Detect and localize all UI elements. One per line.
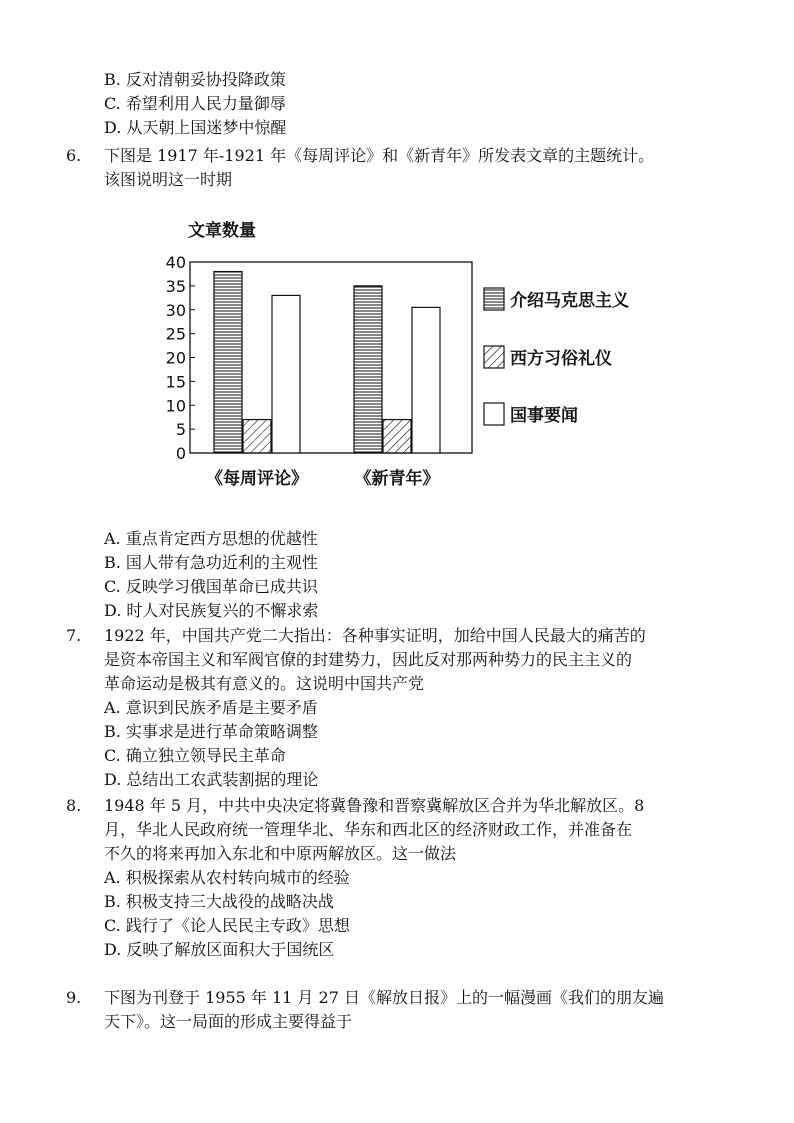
- q9-number: 9.: [66, 988, 82, 1007]
- q7-stem-line: 是资本帝国主义和军阀官僚的封建势力，因此反对那两种势力的民主主义的: [104, 650, 633, 669]
- q8-stem-line: 不久的将来再加入东北和中原两解放区。这一做法: [104, 844, 457, 863]
- y-tick-label: 15: [165, 372, 186, 392]
- q7-option-b: B. 实事求是进行革命策略调整: [104, 722, 318, 741]
- y-tick-label: 5: [175, 420, 186, 440]
- legend-label: 西方习俗礼仪: [510, 349, 612, 369]
- legend-label: 介绍马克思主义: [510, 291, 629, 311]
- q5-option-b: B. 反对清朝妥协投降政策: [104, 70, 286, 89]
- y-tick-label: 25: [165, 324, 186, 344]
- q8-option-b: B. 积极支持三大战役的战略决战: [104, 892, 334, 911]
- q8-stem-line: 1948 年 5 月，中共中央决定将冀鲁豫和晋察冀解放区合并为华北解放区。8: [104, 796, 645, 815]
- bar: [243, 420, 271, 453]
- q5-option-c: C. 希望利用人民力量御辱: [104, 94, 286, 113]
- y-tick-label: 10: [165, 396, 186, 416]
- q7-number: 7.: [66, 626, 82, 645]
- q9-stem-line: 下图为刊登于 1955 年 11 月 27 日《解放日报》上的一幅漫画《我们的朋友遍: [104, 988, 664, 1007]
- q8-option-a: A. 积极探索从农村转向城市的经验: [104, 868, 350, 887]
- bar: [383, 420, 411, 453]
- q6-option-a: A. 重点肯定西方思想的优越性: [104, 529, 318, 548]
- y-tick-label: 30: [165, 300, 186, 320]
- q7-option-a: A. 意识到民族矛盾是主要矛盾: [104, 698, 318, 717]
- q8-number: 8.: [66, 796, 82, 815]
- bar: [354, 286, 382, 453]
- q8-stem-line: 月，华北人民政府统一管理华北、华东和西北区的经济财政工作，并准备在: [104, 820, 633, 839]
- q6-stem-line: 下图是 1917 年-1921 年《每周评论》和《新青年》所发表文章的主题统计。: [104, 146, 655, 165]
- q6-option-b: B. 国人带有急功近利的主观性: [104, 553, 318, 572]
- q7-stem-line: 革命运动是极其有意义的。这说明中国共产党: [104, 674, 425, 693]
- q6-option-c: C. 反映学习俄国革命已成共识: [104, 577, 318, 596]
- legend-label: 国事要闻: [510, 406, 578, 426]
- q8-option-c: C. 践行了《论人民民主专政》思想: [104, 916, 350, 935]
- q7-option-d: D. 总结出工农武装割据的理论: [104, 770, 319, 789]
- bar: [412, 307, 440, 453]
- q5-option-d: D. 从天朝上国迷梦中惊醒: [104, 118, 287, 137]
- legend-swatch: [484, 403, 504, 425]
- q8-option-d: D. 反映了解放区面积大于国统区: [104, 940, 335, 959]
- q6-option-d: D. 时人对民族复兴的不懈求索: [104, 601, 319, 620]
- y-axis-label: 文章数量: [188, 221, 256, 241]
- q7-stem-line: 1922 年，中国共产党二大指出：各种事实证明，加给中国人民最大的痛苦的: [104, 626, 646, 645]
- legend-swatch: [484, 288, 504, 310]
- bar-chart: [150, 205, 650, 495]
- q7-option-c: C. 确立独立领导民主革命: [104, 746, 286, 765]
- y-tick-label: 35: [165, 276, 186, 296]
- x-tick-label: 《每周评论》: [206, 469, 308, 489]
- y-tick-label: 40: [165, 253, 186, 272]
- q9-stem-line: 天下》。这一局面的形成主要得益于: [104, 1012, 353, 1031]
- y-tick-label: 0: [175, 444, 186, 463]
- y-tick-label: 20: [165, 348, 186, 368]
- x-tick-label: 《新青年》: [354, 469, 440, 489]
- legend-swatch: [484, 346, 504, 368]
- bar: [272, 295, 300, 453]
- bar: [214, 272, 242, 453]
- q6-stem-line: 该图说明这一时期: [104, 170, 233, 189]
- q6-number: 6.: [66, 146, 82, 165]
